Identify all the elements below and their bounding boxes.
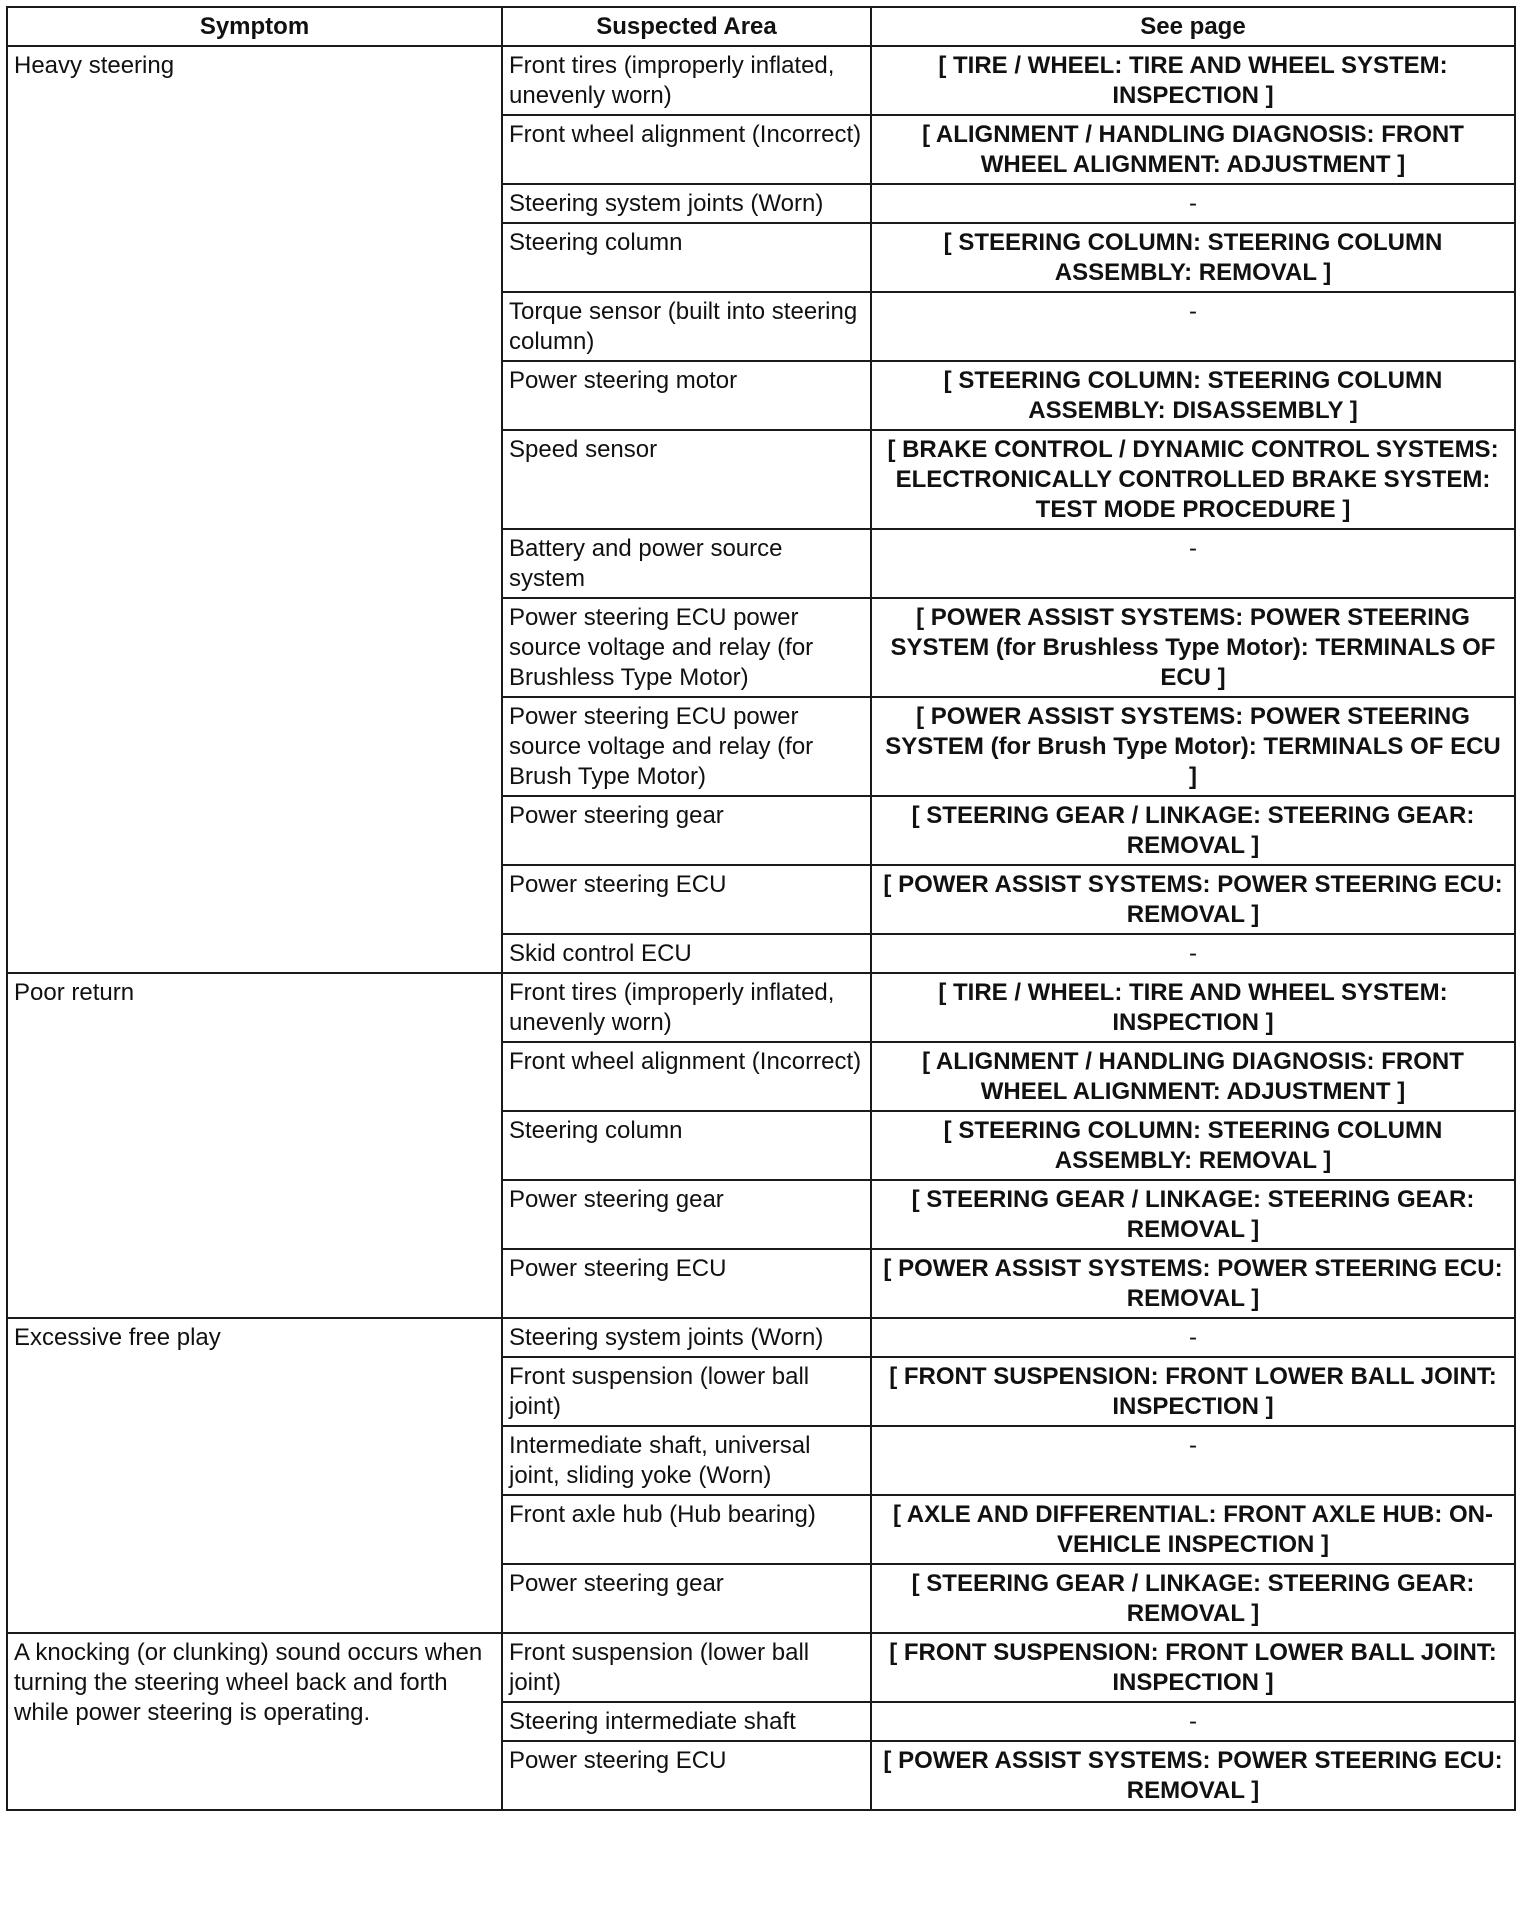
- suspected-area-cell: Power steering gear: [502, 796, 871, 865]
- see-page-link[interactable]: [ POWER ASSIST SYSTEMS: POWER STEERING ECU: REMOVAL ]: [871, 1741, 1515, 1810]
- suspected-area-cell: Front suspension (lower ball joint): [502, 1357, 871, 1426]
- suspected-area-cell: Front tires (improperly inflated, unevenly worn): [502, 973, 871, 1042]
- table-row: [7, 1318, 1515, 1357]
- header-see-page: See page: [871, 7, 1515, 46]
- suspected-area-cell: Power steering motor: [502, 361, 871, 430]
- suspected-area-cell: Power steering ECU power source voltage and relay (for Brushless Type Motor): [502, 598, 871, 697]
- see-page-link[interactable]: [ STEERING GEAR / LINKAGE: STEERING GEAR: REMOVAL ]: [871, 796, 1515, 865]
- symptom-cell: Heavy steering: [7, 46, 502, 973]
- see-page-link[interactable]: [ STEERING GEAR / LINKAGE: STEERING GEAR: REMOVAL ]: [871, 1180, 1515, 1249]
- see-page-link[interactable]: [ POWER ASSIST SYSTEMS: POWER STEERING ECU: REMOVAL ]: [871, 1249, 1515, 1318]
- suspected-area-cell: Power steering ECU: [502, 1249, 871, 1318]
- see-page-empty: -: [871, 934, 1515, 973]
- suspected-area-cell: Steering column: [502, 223, 871, 292]
- see-page-empty: -: [871, 292, 1515, 361]
- suspected-area-cell: Speed sensor: [502, 430, 871, 529]
- see-page-link[interactable]: [ STEERING GEAR / LINKAGE: STEERING GEAR: REMOVAL ]: [871, 1564, 1515, 1633]
- header-suspected-area: Suspected Area: [502, 7, 871, 46]
- table-row: [7, 973, 1515, 1042]
- see-page-link[interactable]: [ POWER ASSIST SYSTEMS: POWER STEERING SYSTEM (for Brushless Type Motor): TERMINALS OF ECU ]: [871, 598, 1515, 697]
- table-header: [7, 7, 1515, 46]
- suspected-area-cell: Intermediate shaft, universal joint, sliding yoke (Worn): [502, 1426, 871, 1495]
- suspected-area-cell: Front suspension (lower ball joint): [502, 1633, 871, 1702]
- see-page-link[interactable]: [ POWER ASSIST SYSTEMS: POWER STEERING ECU: REMOVAL ]: [871, 865, 1515, 934]
- table-row: [7, 1633, 1515, 1702]
- symptom-cell: Excessive free play: [7, 1318, 502, 1633]
- symptom-cell: A knocking (or clunking) sound occurs when turning the steering wheel back and forth while power steering is operating.: [7, 1633, 502, 1810]
- see-page-link[interactable]: [ ALIGNMENT / HANDLING DIAGNOSIS: FRONT WHEEL ALIGNMENT: ADJUSTMENT ]: [871, 115, 1515, 184]
- see-page-empty: -: [871, 1426, 1515, 1495]
- see-page-link[interactable]: [ FRONT SUSPENSION: FRONT LOWER BALL JOINT: INSPECTION ]: [871, 1633, 1515, 1702]
- suspected-area-cell: Steering system joints (Worn): [502, 184, 871, 223]
- suspected-area-cell: Steering system joints (Worn): [502, 1318, 871, 1357]
- see-page-link[interactable]: [ POWER ASSIST SYSTEMS: POWER STEERING SYSTEM (for Brush Type Motor): TERMINALS OF ECU ]: [871, 697, 1515, 796]
- see-page-empty: -: [871, 184, 1515, 223]
- header-symptom: Symptom: [7, 7, 502, 46]
- suspected-area-cell: Steering column: [502, 1111, 871, 1180]
- suspected-area-cell: Battery and power source system: [502, 529, 871, 598]
- see-page-link[interactable]: [ AXLE AND DIFFERENTIAL: FRONT AXLE HUB: ON-VEHICLE INSPECTION ]: [871, 1495, 1515, 1564]
- suspected-area-cell: Front axle hub (Hub bearing): [502, 1495, 871, 1564]
- suspected-area-cell: Front wheel alignment (Incorrect): [502, 1042, 871, 1111]
- table-row: [7, 46, 1515, 115]
- symptom-cell: Poor return: [7, 973, 502, 1318]
- see-page-empty: -: [871, 1702, 1515, 1741]
- see-page-link[interactable]: [ STEERING COLUMN: STEERING COLUMN ASSEMBLY: DISASSEMBLY ]: [871, 361, 1515, 430]
- header-row: [7, 7, 1515, 46]
- suspected-area-cell: Power steering gear: [502, 1564, 871, 1633]
- suspected-area-cell: Power steering gear: [502, 1180, 871, 1249]
- diagnosis-table: [6, 6, 1516, 1811]
- suspected-area-cell: Skid control ECU: [502, 934, 871, 973]
- see-page-link[interactable]: [ TIRE / WHEEL: TIRE AND WHEEL SYSTEM: INSPECTION ]: [871, 46, 1515, 115]
- see-page-link[interactable]: [ STEERING COLUMN: STEERING COLUMN ASSEMBLY: REMOVAL ]: [871, 223, 1515, 292]
- suspected-area-cell: Power steering ECU: [502, 865, 871, 934]
- suspected-area-cell: Power steering ECU: [502, 1741, 871, 1810]
- suspected-area-cell: Front tires (improperly inflated, unevenly worn): [502, 46, 871, 115]
- see-page-link[interactable]: [ FRONT SUSPENSION: FRONT LOWER BALL JOINT: INSPECTION ]: [871, 1357, 1515, 1426]
- see-page-link[interactable]: [ STEERING COLUMN: STEERING COLUMN ASSEMBLY: REMOVAL ]: [871, 1111, 1515, 1180]
- see-page-empty: -: [871, 1318, 1515, 1357]
- suspected-area-cell: Front wheel alignment (Incorrect): [502, 115, 871, 184]
- see-page-link[interactable]: [ TIRE / WHEEL: TIRE AND WHEEL SYSTEM: INSPECTION ]: [871, 973, 1515, 1042]
- see-page-empty: -: [871, 529, 1515, 598]
- suspected-area-cell: Steering intermediate shaft: [502, 1702, 871, 1741]
- see-page-link[interactable]: [ BRAKE CONTROL / DYNAMIC CONTROL SYSTEMS: ELECTRONICALLY CONTROLLED BRAKE SYSTEM: TEST MODE PROCEDURE ]: [871, 430, 1515, 529]
- suspected-area-cell: Power steering ECU power source voltage and relay (for Brush Type Motor): [502, 697, 871, 796]
- see-page-link[interactable]: [ ALIGNMENT / HANDLING DIAGNOSIS: FRONT WHEEL ALIGNMENT: ADJUSTMENT ]: [871, 1042, 1515, 1111]
- suspected-area-cell: Torque sensor (built into steering column): [502, 292, 871, 361]
- table-body: [7, 46, 1515, 1810]
